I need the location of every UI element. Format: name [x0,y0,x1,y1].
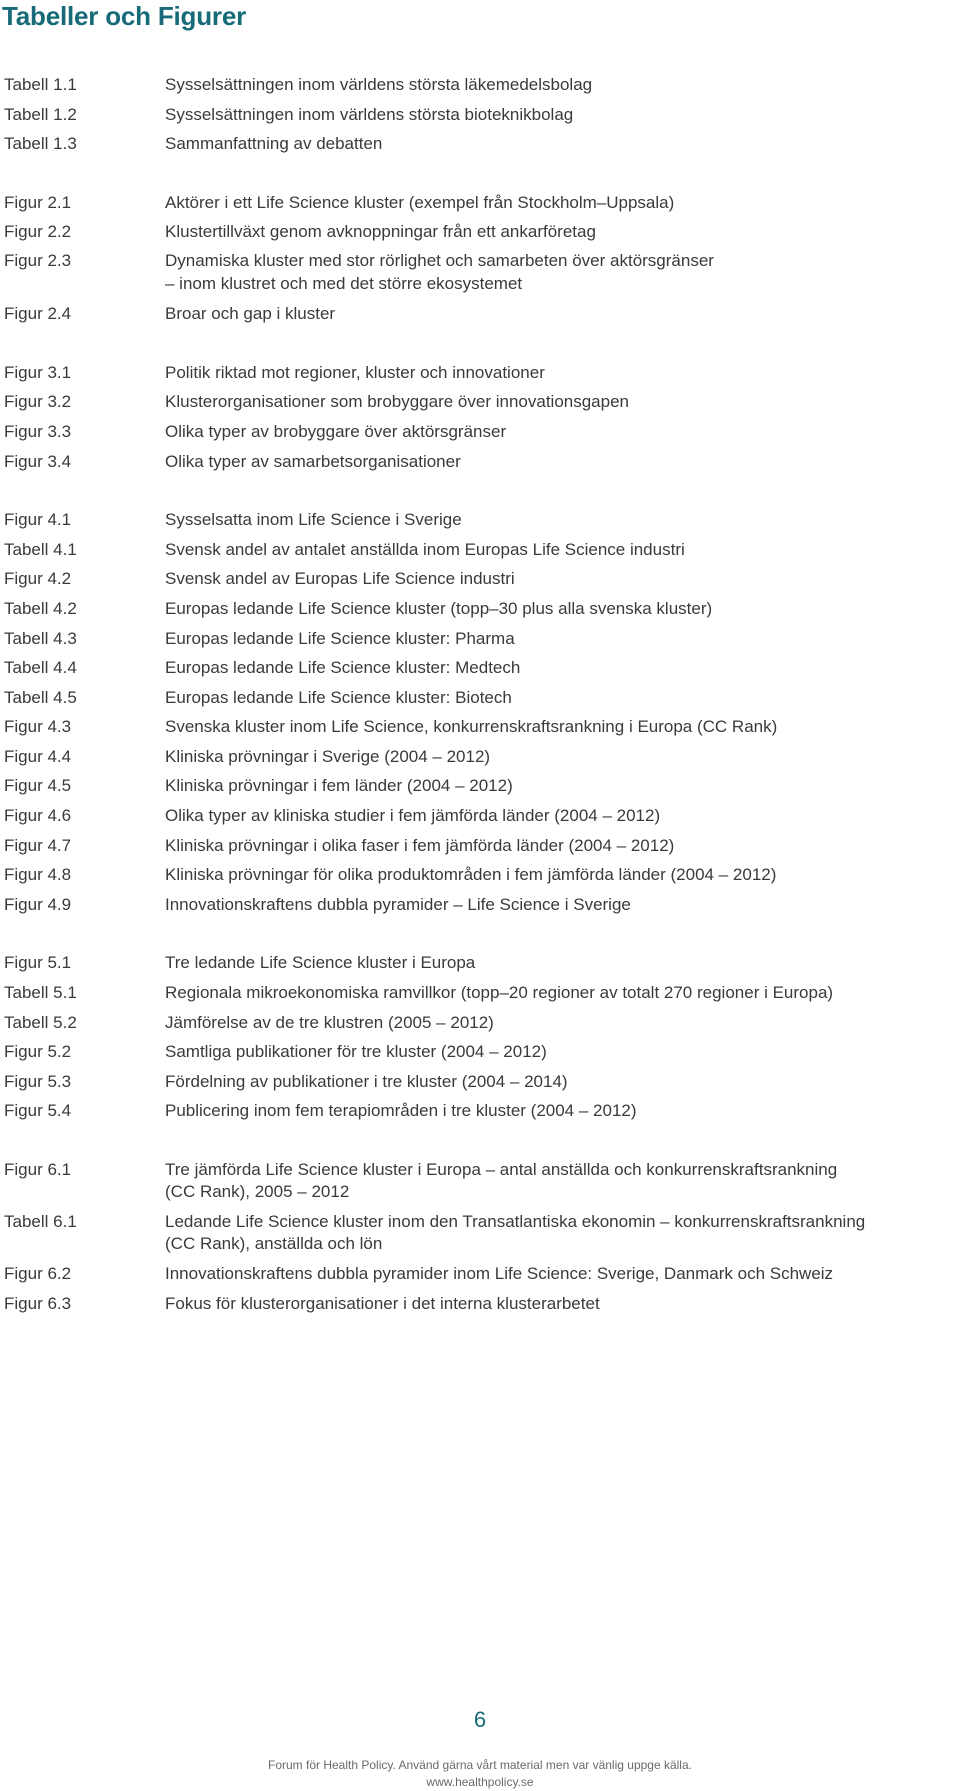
toc-entry [4,1259,960,1289]
entry-title: Europas ledande Life Science kluster: Pharma [165,628,515,648]
entry-title: Dynamiska kluster med stor rörlighet och samarbeten över aktörsgränser – inom klustret och med det större ekosystemet [165,251,714,294]
entry-title: Regionala mikroekonomiska ramvillkor (topp–20 regioner av totalt 270 regioner i Europa) [165,983,834,1003]
entry-number: Tabell 4.4 [4,658,77,678]
page-number: 6 [473,1707,487,1732]
entry-number: Figur 2.3 [4,251,72,271]
toc-entry [4,742,960,772]
toc-group [4,70,960,159]
toc-entry [4,217,960,247]
entry-number: Figur 5.1 [4,953,72,973]
toc-entry [4,948,960,978]
entry-title: Svensk andel av Europas Life Science industri [165,569,515,589]
footer-website-link[interactable]: www.healthpolicy.se [426,1775,534,1789]
entry-title: Tre ledande Life Science kluster i Europa [165,953,476,973]
entry-title: Kliniska prövningar i olika faser i fem jämförda länder (2004 – 2012) [165,835,675,855]
entry-title: Publicering inom fem terapiområden i tre kluster (2004 – 2012) [165,1101,637,1121]
entry-number: Tabell 4.3 [4,628,77,648]
toc-entry [4,890,960,920]
toc-entry [4,624,960,654]
entry-title: Innovationskraftens dubbla pyramider – Life Science i Sverige [165,894,631,914]
toc-entry [4,801,960,831]
entry-number: Figur 4.2 [4,569,72,589]
toc-entry [4,1008,960,1038]
toc-entry [4,387,960,417]
entry-title: Fokus för klusterorganisationer i det interna klusterarbetet [165,1293,600,1313]
entry-title: Klustertillväxt genom avknoppningar från ett ankarföretag [165,222,596,242]
entry-title: Olika typer av brobyggare över aktörsgränser [165,421,507,441]
entry-title: Innovationskraftens dubbla pyramider inom Life Science: Sverige, Danmark och Schweiz [165,1264,834,1284]
entry-number: Figur 2.2 [4,222,72,242]
toc-entry [4,505,960,535]
toc-entry [4,653,960,683]
toc-entry [4,1067,960,1097]
entry-number: Tabell 4.5 [4,687,77,707]
entry-title: Samtliga publikationer för tre kluster (2004 – 2012) [165,1042,547,1062]
entry-title: Aktörer i ett Life Science kluster (exempel från Stockholm–Uppsala) [165,192,675,212]
entry-title: Europas ledande Life Science kluster: Biotech [165,687,512,707]
entry-title: Olika typer av samarbetsorganisationer [165,451,461,471]
entry-title: Kliniska prövningar i fem länder (2004 – 2012) [165,776,513,796]
toc-entry [4,299,960,329]
toc-entry [4,1289,960,1319]
footer-copyright-note: Forum för Health Policy. Använd gärna vårt material men var vänlig uppge källa. [268,1758,692,1772]
entry-number: Figur 3.2 [4,392,72,412]
entry-number: Figur 4.5 [4,776,72,796]
entry-number: Figur 5.4 [4,1101,72,1121]
toc-entry [4,100,960,130]
table-of-figures-list [4,70,960,1348]
entry-number: Figur 4.7 [4,835,72,855]
entry-title: Sysselsättningen inom världens största läkemedelsbolag [165,75,593,94]
entry-number: Tabell 1.3 [4,134,77,154]
toc-entry [4,683,960,713]
entry-number: Figur 4.9 [4,894,72,914]
entry-number: Tabell 1.2 [4,104,77,124]
entry-number: Tabell 4.2 [4,598,77,618]
entry-number: Figur 5.3 [4,1071,72,1091]
toc-group [4,188,960,329]
toc-entry [4,1155,960,1207]
page-title: Tabeller och Figurer [2,1,247,31]
toc-entry [4,831,960,861]
entry-number: Figur 2.1 [4,192,72,212]
entry-number: Figur 6.2 [4,1264,72,1284]
toc-entry [4,594,960,624]
entry-number: Figur 6.3 [4,1293,72,1313]
entry-title: Olika typer av kliniska studier i fem jämförda länder (2004 – 2012) [165,806,661,826]
entry-number: Tabell 4.1 [4,539,77,559]
entry-number: Figur 2.4 [4,304,72,324]
entry-title: Broar och gap i kluster [165,304,336,324]
toc-group [4,1155,960,1319]
toc-entry [4,860,960,890]
entry-number: Figur 5.2 [4,1042,72,1062]
entry-number: Tabell 6.1 [4,1211,77,1231]
entry-number: Tabell 1.1 [4,75,77,94]
entry-title: Svensk andel av antalet anställda inom Europas Life Science industri [165,539,685,559]
toc-entry [4,1207,960,1259]
toc-entry [4,358,960,388]
entry-title: Sysselsatta inom Life Science i Sverige [165,510,462,530]
toc-entry [4,535,960,565]
entry-number: Tabell 5.1 [4,983,77,1003]
entry-title: Europas ledande Life Science kluster: Medtech [165,658,521,678]
toc-entry [4,564,960,594]
entry-title: Tre jämförda Life Science kluster i Europa – antal anställda och konkurrenskraftsrankning (CC Rank), 2005 – 2012 [165,1159,838,1202]
entry-title: Ledande Life Science kluster inom den Transatlantiska ekonomin – konkurrenskraftsrankning (CC Rank), anställda och lön [165,1211,866,1254]
entry-number: Figur 4.8 [4,865,72,885]
entry-number: Figur 3.3 [4,421,72,441]
toc-entry [4,1096,960,1126]
toc-entry [4,247,960,299]
toc-entry [4,417,960,447]
toc-group [4,948,960,1126]
entry-title: Klusterorganisationer som brobyggare över innovationsgapen [165,392,630,412]
entry-number: Figur 6.1 [4,1159,72,1179]
entry-title: Politik riktad mot regioner, kluster och innovationer [165,362,545,382]
toc-entry [4,188,960,218]
entry-title: Jämförelse av de tre klustren (2005 – 2012) [165,1012,494,1032]
entry-number: Figur 3.1 [4,362,72,382]
entry-number: Figur 3.4 [4,451,72,471]
toc-entry [4,978,960,1008]
entry-title: Europas ledande Life Science kluster (topp–30 plus alla svenska kluster) [165,598,713,618]
toc-group [4,505,960,919]
entry-number: Figur 4.6 [4,806,72,826]
entry-number: Figur 4.3 [4,717,72,737]
entry-title: Svenska kluster inom Life Science, konkurrenskraftsrankning i Europa (CC Rank) [165,717,778,737]
toc-entry [4,129,960,159]
toc-entry [4,771,960,801]
toc-entry [4,712,960,742]
entry-title: Sammanfattning av debatten [165,134,383,154]
toc-entry [4,70,960,100]
entry-number: Figur 4.4 [4,746,72,766]
entry-title: Fördelning av publikationer i tre kluster (2004 – 2014) [165,1071,568,1091]
entry-number: Figur 4.1 [4,510,72,530]
toc-group [4,358,960,476]
entry-title: Kliniska prövningar i Sverige (2004 – 2012) [165,746,491,766]
toc-entry [4,447,960,477]
toc-entry [4,1037,960,1067]
entry-title: Sysselsättningen inom världens största bioteknikbolag [165,104,574,124]
entry-title: Kliniska prövningar för olika produktområden i fem jämförda länder (2004 – 2012) [165,865,777,885]
entry-number: Tabell 5.2 [4,1012,77,1032]
